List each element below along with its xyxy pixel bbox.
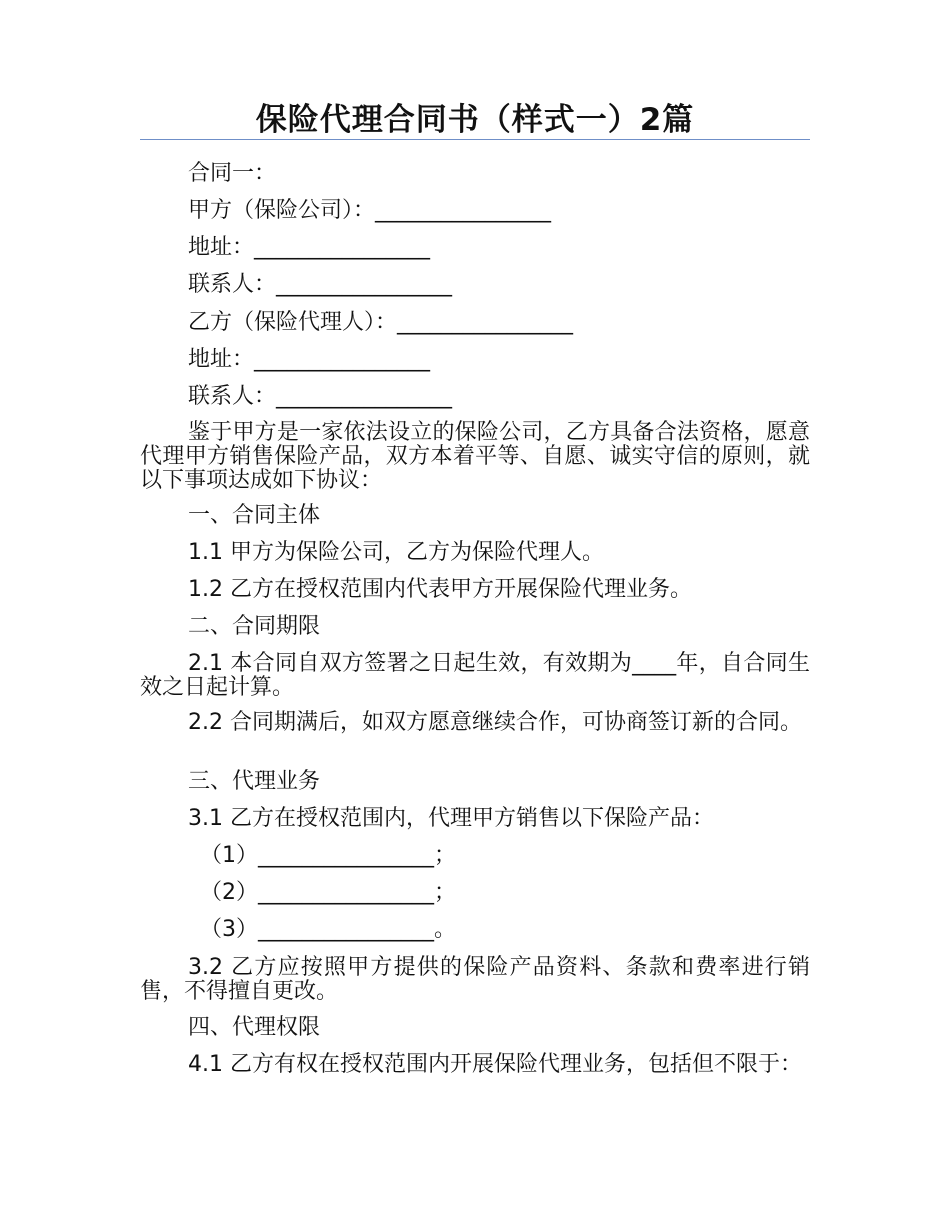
party-a-address-line: 地址：________________ xyxy=(188,235,431,260)
document-title: 保险代理合同书（样式一）2篇 xyxy=(255,102,695,138)
product-item-3: （3）________________。 xyxy=(200,917,456,942)
party-a-contact-line: 联系人：________________ xyxy=(188,272,453,297)
party-b-line: 乙方（保险代理人）：________________ xyxy=(188,310,574,335)
clause-1-1: 1.1 甲方为保险公司，乙方为保险代理人。 xyxy=(188,540,604,565)
section-heading: 二、合同期限 xyxy=(188,614,321,639)
clause-2-1: 2.1 本合同自双方签署之日起生效，有效期为____年，自合同生效之日起计算。 xyxy=(140,651,810,700)
party-a-line: 甲方（保险公司）：________________ xyxy=(188,198,552,223)
clause-3-2: 3.2 乙方应按照甲方提供的保险产品资料、条款和费率进行销售，不得擅自更改。 xyxy=(140,955,810,1004)
clause-2-2: 2.2 合同期满后，如双方愿意继续合作，可协商签订新的合同。 xyxy=(188,710,802,735)
party-b-contact-line: 联系人：________________ xyxy=(188,384,453,409)
title-underline xyxy=(140,139,810,140)
product-item-1: （1）________________； xyxy=(200,843,456,868)
preamble-paragraph: 鉴于甲方是一家依法设立的保险公司，乙方具备合法资格，愿意代理甲方销售保险产品，双方本着平等、自愿、诚实守信的原则，就以下事项达成如下协议： xyxy=(140,420,810,493)
clause-3-1: 3.1 乙方在授权范围内，代理甲方销售以下保险产品： xyxy=(188,806,714,831)
section-heading: 三、代理业务 xyxy=(188,769,321,794)
clause-1-2: 1.2 乙方在授权范围内代表甲方开展保险代理业务。 xyxy=(188,577,692,602)
clause-4-1: 4.1 乙方有权在授权范围内开展保险代理业务，包括但不限于： xyxy=(188,1052,802,1077)
product-item-2: （2）________________； xyxy=(200,880,456,905)
section-heading: 一、合同主体 xyxy=(188,503,321,528)
section-heading: 四、代理权限 xyxy=(188,1015,321,1040)
contract-number-label: 合同一： xyxy=(188,161,277,186)
party-b-address-line: 地址：________________ xyxy=(188,347,431,372)
